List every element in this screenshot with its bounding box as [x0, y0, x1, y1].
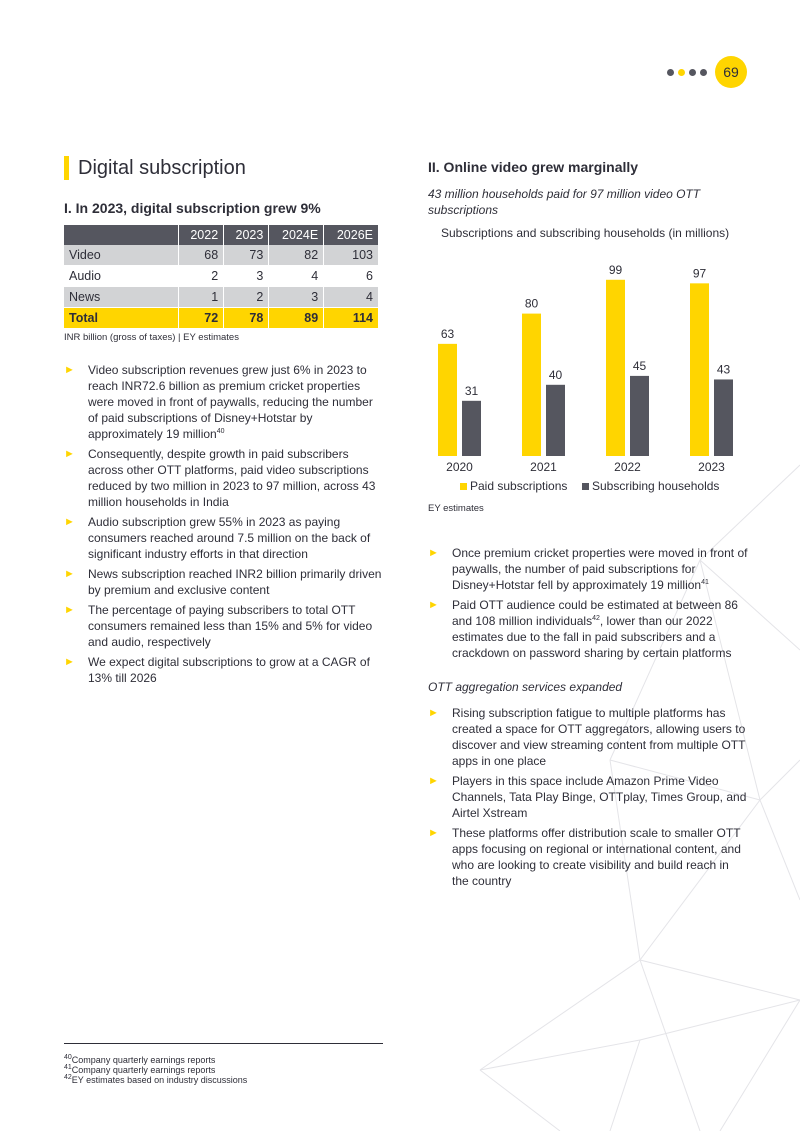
bullet-text: Once premium cricket properties were moved in front of paywalls, the number of paid subscriptions for Disney+Hotstar fell by approximately 19 million — [452, 546, 748, 592]
data-label: 45 — [632, 358, 647, 373]
row-label: Video — [64, 245, 179, 266]
list-item — [64, 362, 382, 442]
left-heading: I. In 2023, digital subscription grew 9% — [64, 200, 321, 216]
table-cell: 3 — [224, 266, 269, 287]
table-cell: 1 — [179, 287, 224, 308]
row-label: Audio — [64, 266, 179, 287]
legend-swatch — [460, 483, 467, 490]
arrow-icon: ► — [64, 604, 75, 616]
footnote: $^{40}$Company quarterly earnings reports — [64, 1054, 216, 1065]
x-tick-label: 2020 — [446, 460, 473, 474]
list-item — [428, 545, 748, 593]
table-header-cell: 2024E — [269, 225, 324, 245]
list-item — [64, 514, 382, 562]
data-label: 31 — [464, 383, 479, 398]
bar-subscribing-households — [546, 385, 565, 456]
table-header-cell: 2026E — [324, 225, 378, 245]
list-item — [64, 602, 382, 650]
section-title-text: Digital subscription — [78, 156, 246, 179]
arrow-icon: ► — [64, 568, 75, 580]
table-header-cell: 2022 — [179, 225, 224, 245]
table-header-cell — [64, 225, 179, 245]
footnote: $^{42}$EY estimates based on industry discussions — [64, 1074, 248, 1085]
bullet-text: Paid OTT audience could be estimated at between 86 and 108 million individuals — [452, 598, 738, 628]
bullet-text: News subscription reached INR2 billion primarily driven by premium and exclusive content — [88, 567, 382, 597]
x-tick-label: 2021 — [530, 460, 557, 474]
table-cell: 2 — [179, 266, 224, 287]
bullet-text: Players in this space include Amazon Prime Video Channels, Tata Play Binge, OTTplay, Times Group, and Airtel Xstream — [452, 774, 747, 820]
table-header-cell: 2023 — [224, 225, 269, 245]
list-item — [64, 446, 382, 510]
arrow-icon: ► — [428, 775, 439, 787]
list-item — [64, 654, 382, 686]
progress-dot — [689, 69, 696, 76]
arrow-icon: ► — [64, 516, 75, 528]
table-total-row — [64, 308, 378, 329]
bullet-text: Audio subscription grew 55% in 2023 as paying consumers reached around 7.5 million on the back of significant industry efforts in that direction — [88, 515, 371, 561]
footnote-ref: 40 — [216, 428, 225, 435]
section-title — [64, 156, 246, 180]
table-cell: 68 — [179, 245, 224, 266]
table-cell: 114 — [324, 308, 378, 329]
table-cell: 72 — [179, 308, 224, 329]
bar-subscribing-households — [462, 401, 481, 456]
bullet-text: We expect digital subscriptions to grow at a CAGR of 13% till 2026 — [88, 655, 370, 685]
table-cell: 78 — [224, 308, 269, 329]
footnote-ref: 42 — [592, 615, 600, 622]
right-bullet-list — [428, 545, 748, 665]
legend-label: Subscribing households — [592, 479, 720, 493]
bullet-text-continued: , lower than our 2022 estimates due to the fall in paid subscribers and a crackdown on password sharing by certain platforms — [452, 614, 732, 660]
arrow-icon: ► — [64, 448, 75, 460]
x-tick-label: 2022 — [614, 460, 641, 474]
table-cell: 3 — [269, 287, 324, 308]
data-label: 40 — [548, 367, 563, 382]
table-cell: 4 — [269, 266, 324, 287]
table-cell: 4 — [324, 287, 378, 308]
page-marker — [667, 56, 747, 88]
legend-swatch — [582, 483, 589, 490]
data-label: 63 — [440, 326, 455, 341]
table-cell: 6 — [324, 266, 378, 287]
table-cell: 103 — [324, 245, 378, 266]
list-item — [428, 773, 748, 821]
progress-dot-active — [678, 69, 685, 76]
table-row — [64, 287, 378, 308]
table-source: INR billion (gross of taxes) | EY estimates — [64, 332, 239, 343]
progress-dot — [667, 69, 674, 76]
data-label: 99 — [608, 262, 623, 277]
table-cell: 2 — [224, 287, 269, 308]
arrow-icon: ► — [428, 547, 439, 559]
table-row — [64, 266, 378, 287]
right-heading: II. Online video grew marginally — [428, 159, 639, 175]
legend-label: Paid subscriptions — [470, 479, 568, 493]
bullet-text: Video subscription revenues grew just 6% in 2023 to reach INR72.6 billion as premium cricket properties were moved in front of paywalls, reducing the number of paid subscriptions of Disney+Hotstar by approximately 19 million — [88, 363, 373, 441]
data-label: 97 — [692, 266, 707, 281]
bar-paid-subscriptions — [522, 314, 541, 456]
list-item — [428, 597, 748, 661]
table-cell: 73 — [224, 245, 269, 266]
chart-subtitle: 43 million households paid for 97 million video OTT subscriptions — [428, 187, 701, 217]
bullet-text: The percentage of paying subscribers to total OTT consumers remained less than 15% and 5% for video and audio, respectively — [88, 603, 373, 649]
bullet-text: These platforms offer distribution scale to smaller OTT apps focusing on regional or international content, and who are looking to create visibility and build reach in the country — [452, 826, 741, 888]
arrow-icon: ► — [428, 827, 439, 839]
arrow-icon: ► — [428, 599, 439, 611]
arrow-icon: ► — [64, 656, 75, 668]
row-label: News — [64, 287, 179, 308]
list-item — [428, 705, 748, 769]
bar-subscribing-households — [714, 379, 733, 456]
data-label: 80 — [524, 296, 539, 311]
chart-title: Subscriptions and subscribing households (in millions) — [441, 226, 730, 240]
footnotes — [64, 1055, 247, 1085]
bullet-text: Consequently, despite growth in paid subscribers across other OTT platforms, paid video subscriptions reduced by two million in 2023 to 97 million, across 43 million households in India — [88, 447, 376, 509]
subscription-revenue-table — [64, 225, 378, 329]
list-item — [64, 566, 382, 598]
bar-chart — [420, 250, 740, 500]
section-accent-bar — [64, 156, 69, 180]
list-item — [428, 825, 748, 889]
arrow-icon: ► — [64, 364, 75, 376]
row-label: Total — [64, 308, 179, 329]
page-number: 69 — [715, 56, 747, 88]
bar-paid-subscriptions — [438, 344, 457, 456]
bar-paid-subscriptions — [606, 280, 625, 456]
table-row — [64, 245, 378, 266]
x-tick-label: 2023 — [698, 460, 725, 474]
footnote: $^{41}$Company quarterly earnings reports — [64, 1064, 216, 1075]
table-cell: 89 — [269, 308, 324, 329]
progress-dot — [700, 69, 707, 76]
data-label: 43 — [716, 362, 731, 377]
left-bullet-list — [64, 362, 382, 690]
bullet-text: Rising subscription fatigue to multiple platforms has created a space for OTT aggregators, allowing users to discover and view streaming content from multiple OTT apps in one place — [452, 706, 746, 768]
bar-paid-subscriptions — [690, 283, 709, 456]
table-header-row — [64, 225, 378, 245]
chart-source: EY estimates — [428, 503, 484, 514]
footnote-divider — [64, 1043, 383, 1044]
footnote-ref: 41 — [701, 579, 709, 586]
aggregation-bullet-list — [428, 705, 748, 893]
aggregation-heading: OTT aggregation services expanded — [428, 680, 623, 694]
arrow-icon: ► — [428, 707, 439, 719]
bar-subscribing-households — [630, 376, 649, 456]
table-cell: 82 — [269, 245, 324, 266]
